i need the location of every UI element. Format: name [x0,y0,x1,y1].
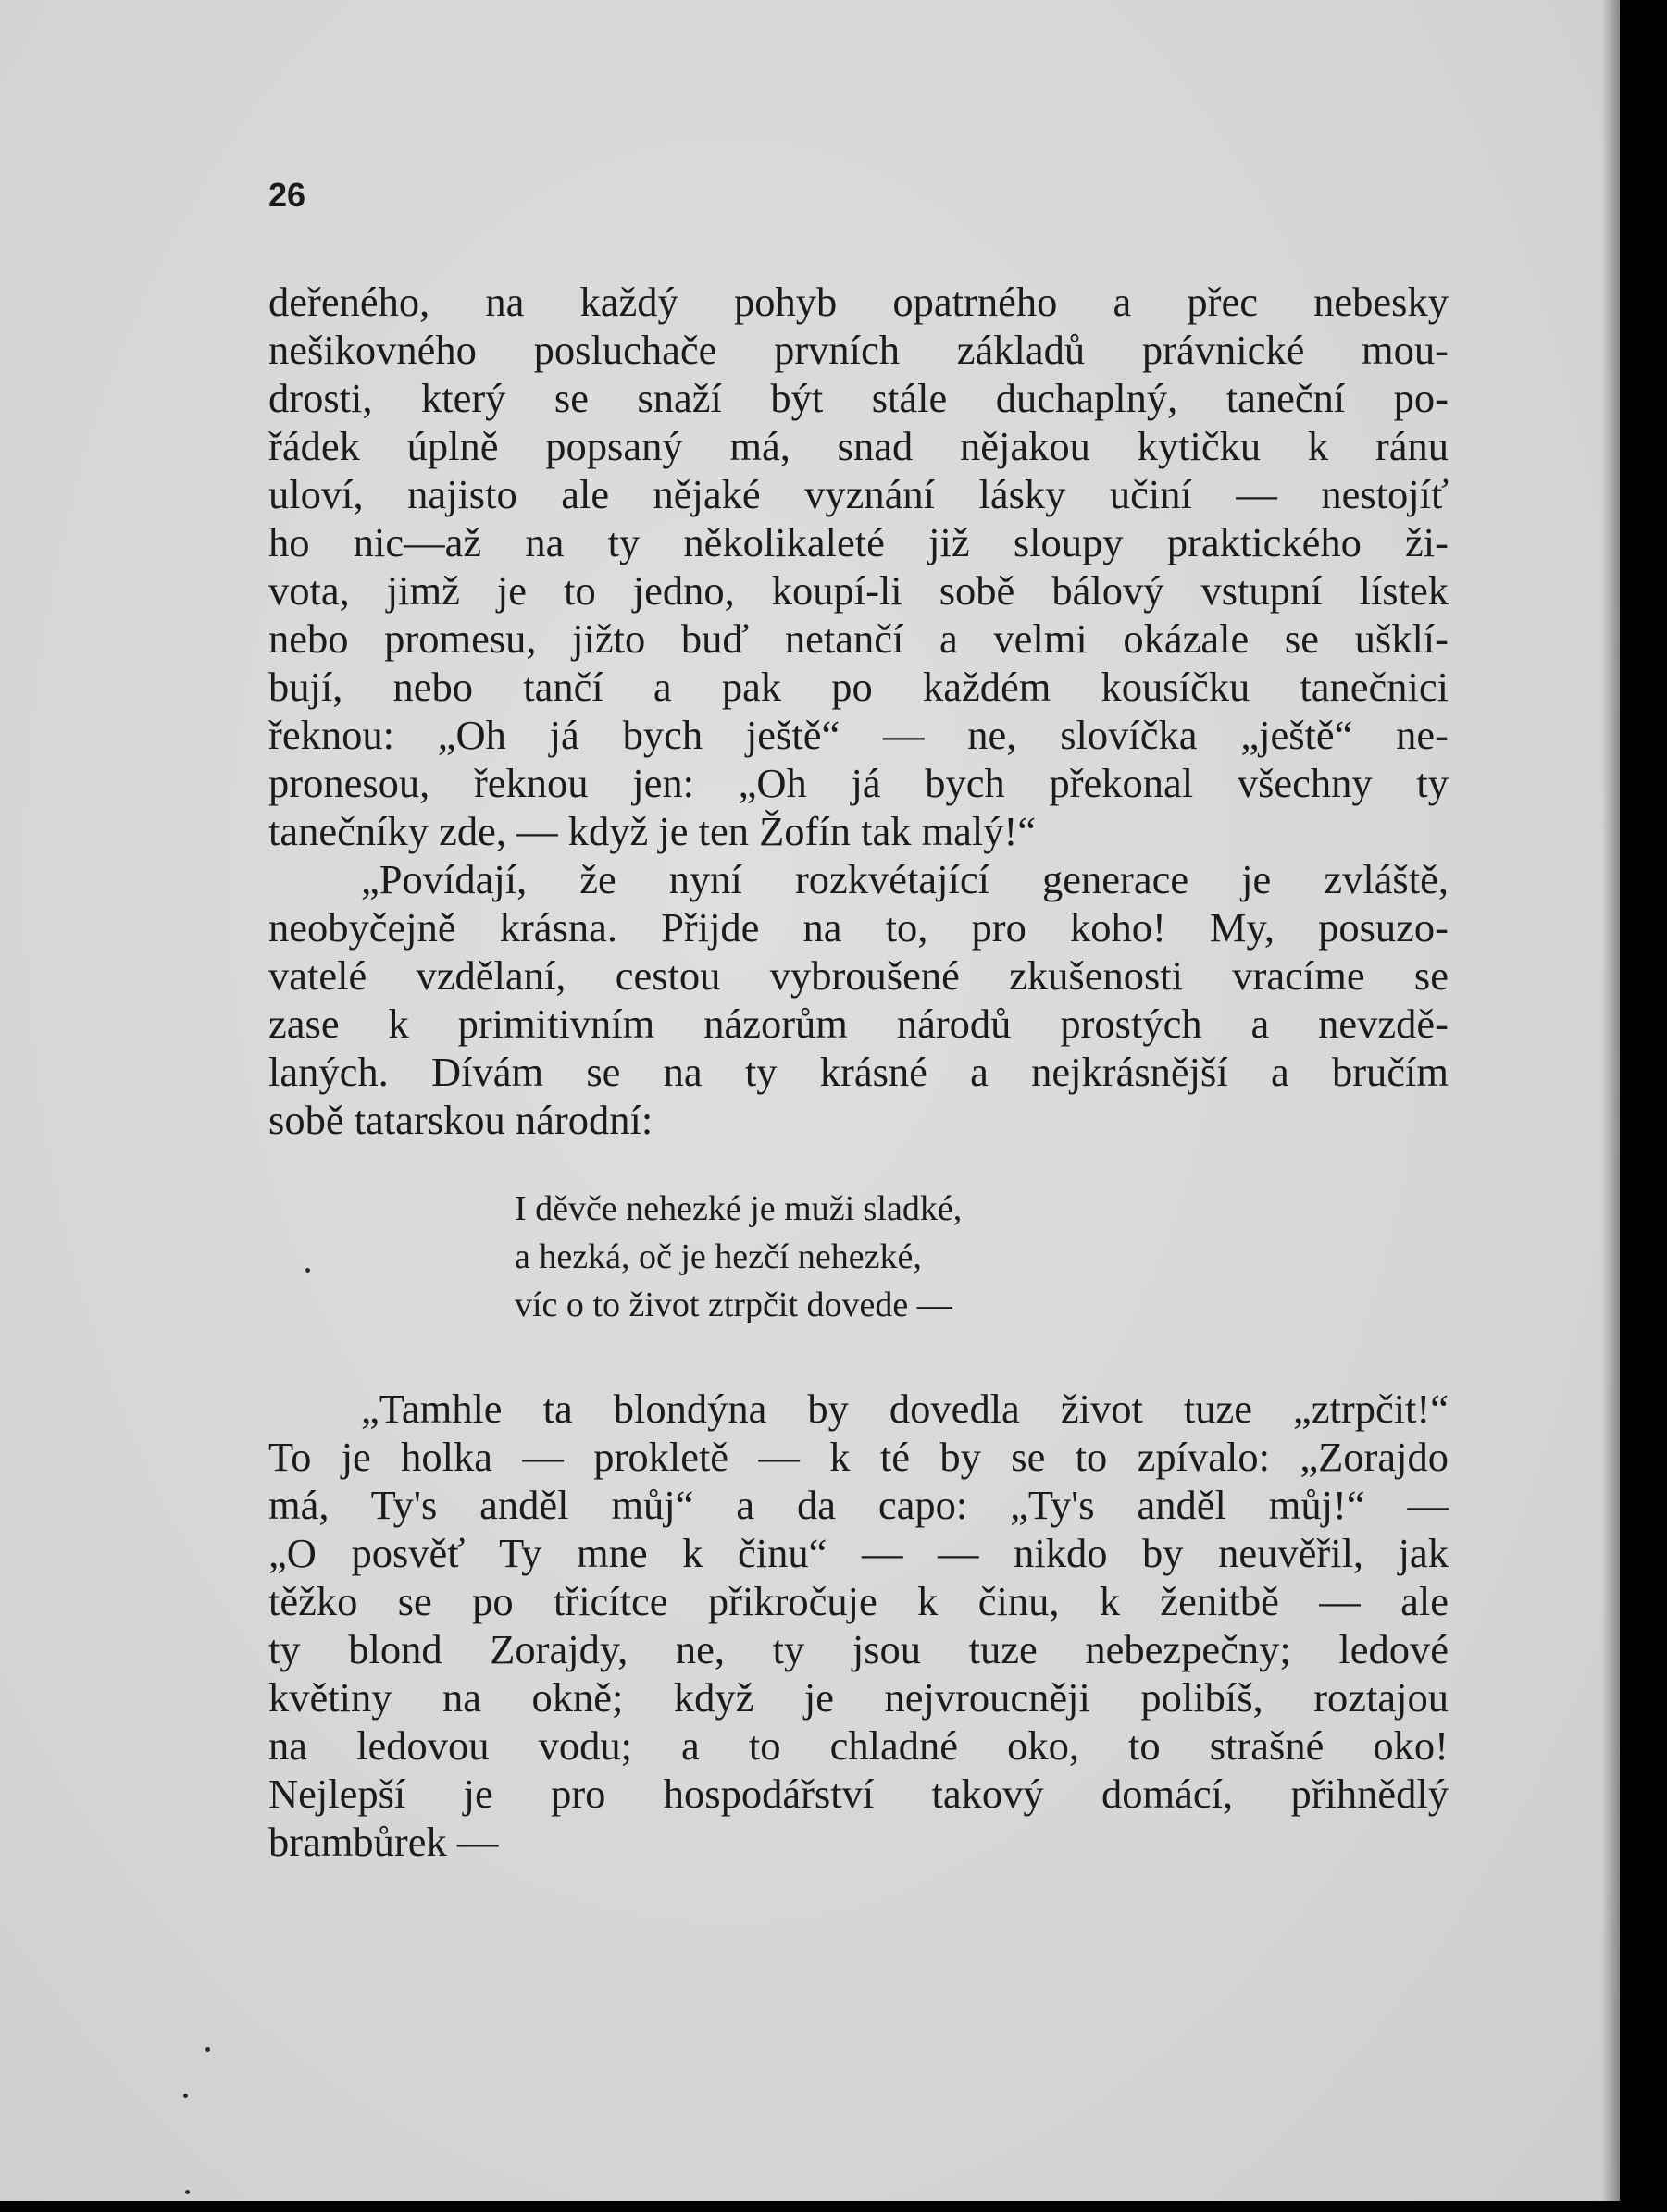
text-line: uloví, najisto ale nějaké vyznání lásky učiní — nestojíť [268,471,1449,517]
page-number: 26 [268,176,306,214]
text-line: ty blond Zorajdy, ne, ty jsou tuze nebezpečny; ledové [268,1626,1449,1672]
text-line: řádek úplně popsaný má, snad nějakou kytičku k ránu [268,423,1449,469]
text-line: deřeného, na každý pohyb opatrného a přec nebesky [268,279,1449,325]
text-line: zase k primitivním názorům národů prostých a nevzdě- [268,1000,1449,1047]
page-edge-shadow [1601,0,1620,2201]
scan-speck [305,1268,310,1273]
text-line: vota, jimž je to jedno, koupí-li sobě bálový vstupní lístek [268,567,1449,614]
text-line: bují, nebo tančí a pak po každém kousíčku tanečnici [268,664,1449,710]
text-line: těžko se po třicítce přikročuje k činu, k ženitbě — ale [268,1578,1449,1624]
paragraph-3 [268,1385,1449,1866]
paragraph-1-and-2 [268,278,1449,1144]
text-line: nešikovného posluchače prvních základů právnické mou- [268,327,1449,373]
text-line: květiny na okně; když je nejvroucněji polibíš, roztajou [268,1674,1449,1721]
text-line: To je holka — prokletě — k té by se to zpívalo: „Zorajdo [268,1434,1449,1480]
text-line: ho nic—až na ty několikaleté již sloupy praktického ži- [268,519,1449,565]
text-line: neobyčejně krásna. Přijde na to, pro koho! My, posuzo- [268,904,1449,951]
text-line: řeknou: „Oh já bych ještě“ — ne, slovíčka „ještě“ ne- [268,712,1449,758]
text-line: Nejlepší je pro hospodářství takový domácí, přihnědlý [268,1771,1449,1817]
text-line: brambůrek — [268,1819,499,1865]
text-line: „Povídají, že nyní rozkvétající generace je zvláště, [361,856,1449,902]
verse-line: a hezká, oč je hezčí nehezké, [515,1237,922,1276]
text-line: nebo promesu, jižto buď netančí a velmi okázale se ušklí- [268,615,1449,662]
scan-speck [205,2047,210,2052]
text-line: laných. Dívám se na ty krásné a nejkrásnější a bručím [268,1049,1449,1095]
scan-speck [183,2094,188,2098]
text-line: má, Ty's anděl můj“ a da capo: „Ty's anděl můj!“ — [268,1482,1449,1528]
text-line: „Tamhle ta blondýna by dovedla život tuze „ztrpčit!“ [361,1386,1449,1432]
text-line: sobě tatarskou národní: [268,1097,653,1143]
text-line: vatelé vzdělaní, cestou vybroušené zkušenosti vracíme se [268,952,1449,999]
verse-line: víc o to život ztrpčit dovede — [515,1286,952,1324]
verse-block [515,1185,962,1329]
scan-speck [185,2190,190,2194]
text-line: drosti, který se snaží být stále duchaplný, taneční po- [268,375,1449,421]
text-line: pronesou, řeknou jen: „Oh já bych překonal všechny ty [268,760,1449,806]
verse-line: I děvče nehezké je muži sladké, [515,1189,963,1228]
text-line: „O posvěť Ty mne k činu“ — — nikdo by neuvěřil, jak [268,1530,1449,1576]
text-line: tanečníky zde, — když je ten Žofín tak malý!“ [268,808,1037,854]
text-line: na ledovou vodu; a to chladné oko, to strašné oko! [268,1722,1449,1769]
